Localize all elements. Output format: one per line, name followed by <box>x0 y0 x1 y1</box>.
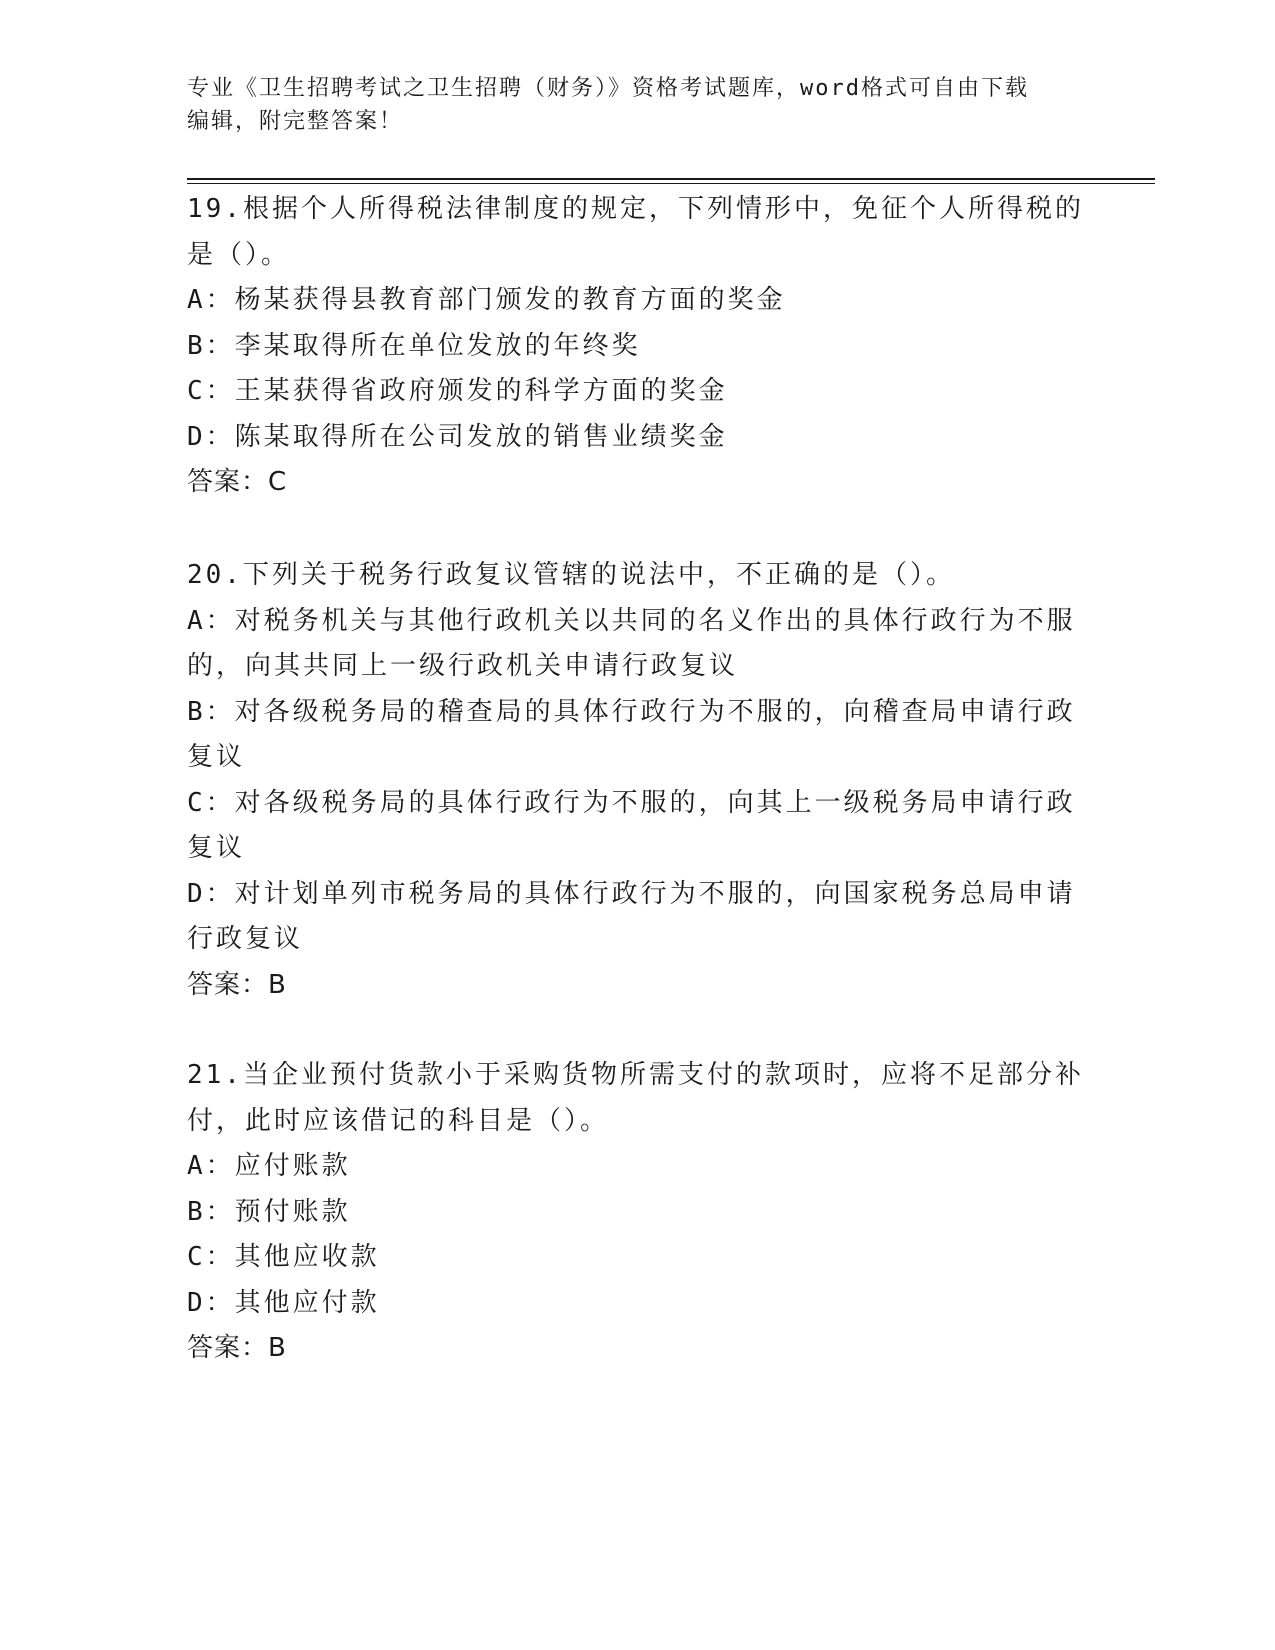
option-b: B：对各级税务局的稽查局的具体行政行为不服的，向稽查局申请行政 <box>187 696 1076 727</box>
question-21 <box>187 1053 1087 1372</box>
option-a: A：应付账款 <box>187 1151 351 1181</box>
question-stem: 是（）。 <box>187 239 291 270</box>
option-c: C：其他应收款 <box>187 1242 380 1272</box>
option-d-continued: 行政复议 <box>187 924 304 954</box>
option-d: D：其他应付款 <box>187 1287 380 1318</box>
header-line: 编辑，附完整答案！ <box>187 109 404 134</box>
question-stem: 付，此时应该借记的科目是（）。 <box>187 1105 610 1136</box>
header-line: 专业《卫生招聘考试之卫生招聘（财务）》资格考试题库，word格式可自由下载 <box>187 76 1029 101</box>
option-b: B：李某取得所在单位发放的年终奖 <box>187 330 641 361</box>
option-d: D：陈某取得所在公司发放的销售业绩奖金 <box>187 421 728 452</box>
document-header <box>187 72 1087 138</box>
question-19 <box>187 187 1087 506</box>
question-stem: 21.当企业预付货款小于采购货物所需支付的款项时，应将不足部分补 <box>187 1060 1084 1090</box>
option-a: A：对税务机关与其他行政机关以共同的名义作出的具体行政行为不服 <box>187 605 1076 636</box>
answer: 答案：B <box>187 969 287 1000</box>
question-20 <box>187 553 1087 1008</box>
answer: 答案：C <box>187 467 288 497</box>
option-c: C：对各级税务局的具体行政行为不服的，向其上一级税务局申请行政 <box>187 787 1076 818</box>
question-stem: 20.下列关于税务行政复议管辖的说法中，不正确的是（）。 <box>187 560 955 590</box>
header-divider <box>187 178 1155 180</box>
option-a-continued: 的，向其共同上一级行政机关申请行政复议 <box>187 651 739 681</box>
option-c-continued: 复议 <box>187 833 246 863</box>
answer: 答案：B <box>187 1333 287 1363</box>
option-c: C：王某获得省政府颁发的科学方面的奖金 <box>187 376 728 406</box>
option-b: B：预付账款 <box>187 1196 351 1227</box>
question-stem: 19.根据个人所得税法律制度的规定，下列情形中，免征个人所得税的 <box>187 194 1084 224</box>
option-b-continued: 复议 <box>187 742 246 772</box>
option-a: A：杨某获得县教育部门颁发的教育方面的奖金 <box>187 285 786 315</box>
header-divider-thin <box>187 183 1155 184</box>
option-d: D：对计划单列市税务局的具体行政行为不服的，向国家税务总局申请 <box>187 878 1076 909</box>
